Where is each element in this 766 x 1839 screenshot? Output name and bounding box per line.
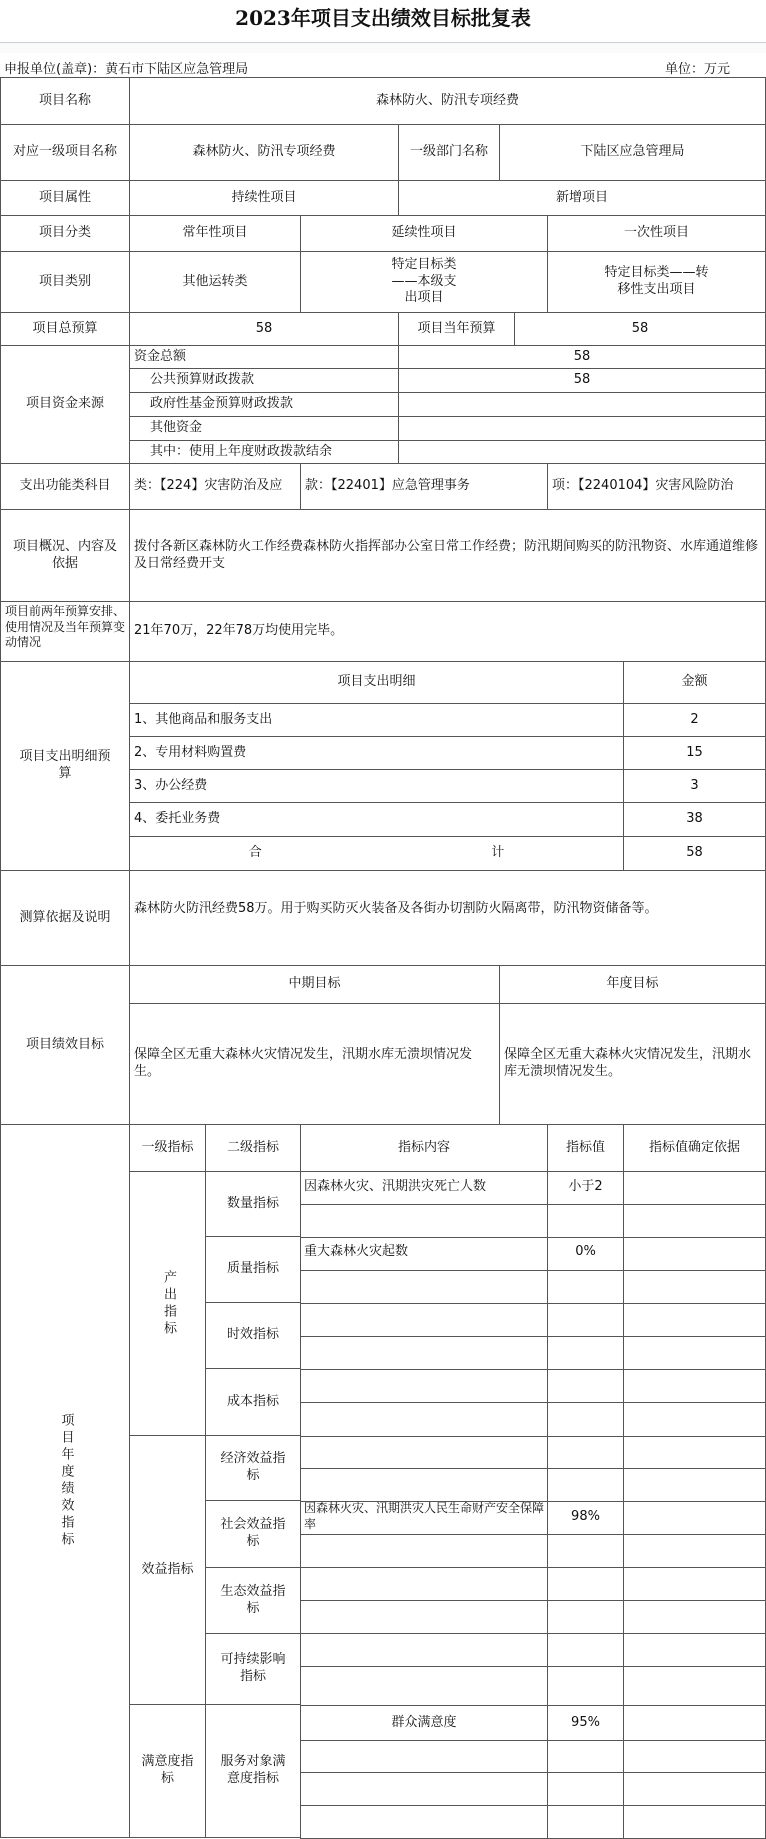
type-specific-local: 特定目标类——本级支出项目 [300, 251, 548, 313]
indicator-cell [623, 1805, 766, 1839]
indicator-cell [300, 1336, 548, 1370]
indicator-cell [547, 1600, 624, 1634]
indicator-value: 98% [571, 1508, 600, 1524]
indicator-cell [300, 1772, 548, 1806]
total-budget-value: 58 [129, 312, 399, 346]
year-budget-value: 58 [514, 312, 766, 346]
detail-total-label-b: 计 [491, 845, 505, 861]
indicator-value: 小于2 [568, 1179, 603, 1195]
indicator-cell [300, 1402, 548, 1437]
indicator-cell [623, 1402, 766, 1437]
indicators-label-text: 项目年度绩效指标 [58, 1413, 74, 1549]
indicator-cell [300, 1666, 548, 1706]
indicator-cell [300, 1468, 548, 1502]
indicator-cell [623, 1567, 766, 1601]
detail-row-amount: 2 [623, 703, 766, 737]
quality-indicator: 质量指标 [205, 1236, 301, 1303]
attribute-new: 新增项目 [398, 180, 766, 216]
indicator-cell [547, 1534, 624, 1568]
indicator-cell [300, 1567, 548, 1601]
funding-row-name: 资金总额 [129, 345, 399, 369]
attribute-continuous: 持续性项目 [129, 180, 399, 216]
indicator-cell [623, 1740, 766, 1773]
detail-total-amount: 58 [623, 836, 766, 871]
unit-label: 单位：万元 [664, 62, 730, 77]
quantity-indicator: 数量指标 [205, 1171, 301, 1237]
level1-project-label: 对应一级项目名称 [0, 124, 130, 181]
indicator-cell [300, 1740, 548, 1773]
page-title: 2023年项目支出绩效目标批复表 [235, 6, 531, 30]
detail-row-name: 3、办公经费 [129, 769, 624, 803]
detail-row-amount: 15 [623, 736, 766, 770]
funding-row-value [398, 416, 766, 441]
indicator-cell [300, 1600, 548, 1634]
function-subject-label: 支出功能类科目 [0, 463, 130, 510]
service-satisfaction-indicator: 服务对象满意度指标 [205, 1704, 301, 1838]
indicator-value: 0% [575, 1244, 596, 1260]
indicator-cell [547, 1567, 624, 1601]
funding-row-value [398, 392, 766, 417]
perf-goal-mid-label: 中期目标 [129, 965, 500, 1004]
project-name-label: 项目名称 [0, 77, 130, 125]
indicator-content: 因森林火灾、汛期洪灾人民生命财产安全保障率 [304, 1501, 545, 1531]
category-onetime: 一次性项目 [547, 215, 766, 252]
indicators-col-l2: 二级指标 [205, 1124, 301, 1172]
indicator-cell [300, 1436, 548, 1469]
overview-label: 项目概况、内容及依据 [0, 509, 130, 602]
indicator-cell [623, 1436, 766, 1469]
reporting-unit: 申报单位(盖章)：黄石市下陆区应急管理局 [4, 62, 249, 77]
header-band [0, 42, 766, 53]
detail-row-name: 1、其他商品和服务支出 [129, 703, 624, 737]
indicator-cell [623, 1600, 766, 1634]
indicator-cell [623, 1501, 766, 1535]
funding-row-value [398, 440, 766, 464]
indicator-cell [547, 1436, 624, 1469]
indicator-cell [300, 1369, 548, 1403]
indicator-cell [623, 1204, 766, 1238]
indicators-col-value: 指标值 [547, 1124, 624, 1172]
indicator-cell [547, 1303, 624, 1337]
funding-row-value: 58 [398, 368, 766, 393]
indicator-cell [623, 1369, 766, 1403]
indicator-cell [547, 1402, 624, 1437]
indicator-cell [623, 1237, 766, 1271]
indicator-content: 重大森林火灾起数 [304, 1244, 409, 1260]
funding-row-name: 政府性基金预算财政拨款 [129, 392, 399, 417]
indicator-cell [623, 1468, 766, 1502]
level1-dept-label: 一级部门名称 [398, 124, 500, 181]
indicator-cell [547, 1270, 624, 1304]
benefit-indicator-label: 效益指标 [129, 1435, 206, 1705]
indicator-cell [547, 1468, 624, 1502]
indicator-cell [300, 1270, 548, 1304]
indicator-cell [623, 1171, 766, 1205]
output-indicator-text: 产出指标 [160, 1269, 176, 1338]
type-other: 其他运转类 [129, 251, 301, 313]
indicator-content: 群众满意度 [391, 1714, 457, 1730]
detail-label: 项目支出明细预算 [0, 661, 130, 871]
indicator-cell [300, 1303, 548, 1337]
funding-row-name: 其他资金 [129, 416, 399, 441]
indicators-col-basis: 指标值确定依据 [623, 1124, 766, 1172]
indicator-cell [300, 1534, 548, 1568]
indicators-label [0, 1124, 130, 1838]
category-extended: 延续性项目 [300, 215, 548, 252]
detail-total-label [129, 836, 624, 871]
indicator-cell [547, 1666, 624, 1706]
indicator-cell [300, 1204, 548, 1238]
economic-indicator: 经济效益指标 [205, 1435, 301, 1501]
indicator-cell [623, 1336, 766, 1370]
attribute-label: 项目属性 [0, 180, 130, 216]
category-regular: 常年性项目 [129, 215, 301, 252]
category-label: 项目分类 [0, 215, 130, 252]
indicator-cell [547, 1633, 624, 1667]
indicator-cell [547, 1369, 624, 1403]
perf-goal-label: 项目绩效目标 [0, 965, 130, 1125]
detail-row-amount: 3 [623, 769, 766, 803]
funding-row-value: 58 [398, 345, 766, 369]
perf-goal-year-label: 年度目标 [499, 965, 766, 1004]
satisfaction-indicator-label: 满意度指标 [129, 1704, 206, 1838]
project-name-value: 森林防火、防汛专项经费 [129, 77, 766, 125]
detail-total-label-a: 合 [248, 845, 262, 861]
indicator-cell [623, 1705, 766, 1741]
function-subject-class: 类：【224】灾害防治及应 [129, 463, 301, 510]
output-indicator-label [129, 1171, 206, 1436]
indicator-content: 因森林火灾、汛期洪灾死亡人数 [304, 1179, 487, 1195]
social-indicator: 社会效益指标 [205, 1500, 301, 1568]
sustainable-indicator: 可持续影响指标 [205, 1633, 301, 1705]
funding-row-name: 其中：使用上年度财政拨款结余 [129, 440, 399, 464]
indicator-cell [547, 1772, 624, 1806]
detail-col-amount: 金额 [623, 661, 766, 704]
year-budget-label: 项目当年预算 [398, 312, 515, 346]
overview-text: 拨付各新区森林防火工作经费森林防火指挥部办公室日常工作经费；防汛期间购买的防汛物资、水库通道维修及日常经费开支 [129, 509, 766, 602]
funding-row-name: 公共预算财政拨款 [129, 368, 399, 393]
indicator-value: 95% [571, 1714, 600, 1730]
indicator-cell [623, 1633, 766, 1667]
indicator-cell [623, 1772, 766, 1806]
indicator-cell [547, 1204, 624, 1238]
level1-dept-value: 下陆区应急管理局 [499, 124, 766, 181]
prior-text: 21年70万，22年78万均使用完毕。 [129, 601, 766, 662]
indicator-cell [300, 1633, 548, 1667]
indicator-cell [623, 1666, 766, 1706]
function-subject-item: 项：【2240104】灾害风险防治 [547, 463, 766, 510]
total-budget-label: 项目总预算 [0, 312, 130, 346]
ecological-indicator: 生态效益指标 [205, 1567, 301, 1634]
detail-col-item: 项目支出明细 [129, 661, 624, 704]
calc-label: 测算依据及说明 [0, 870, 130, 966]
function-subject-section: 款：【22401】应急管理事务 [300, 463, 548, 510]
detail-row-name: 4、委托业务费 [129, 802, 624, 837]
indicator-cell [547, 1336, 624, 1370]
indicator-cell [623, 1534, 766, 1568]
prior-label: 项目前两年预算安排、使用情况及当年预算变动情况 [0, 601, 130, 662]
calc-text: 森林防火防汛经费58万。用于购买防灭火装备及各街办切割防火隔离带，防汛物资储备等。 [129, 870, 766, 966]
funding-label: 项目资金来源 [0, 345, 130, 464]
indicator-cell [547, 1740, 624, 1773]
indicator-cell [623, 1303, 766, 1337]
indicators-col-l1: 一级指标 [129, 1124, 206, 1172]
type-label: 项目类别 [0, 251, 130, 313]
cost-indicator: 成本指标 [205, 1368, 301, 1436]
indicator-cell [623, 1270, 766, 1304]
detail-row-amount: 38 [623, 802, 766, 837]
timeliness-indicator: 时效指标 [205, 1302, 301, 1369]
indicators-col-content: 指标内容 [300, 1124, 548, 1172]
perf-goal-year-text: 保障全区无重大森林火灾情况发生，汛期水库无溃坝情况发生。 [499, 1003, 766, 1125]
indicator-cell [300, 1805, 548, 1839]
level1-project-value: 森林防火、防汛专项经费 [129, 124, 399, 181]
detail-row-name: 2、专用材料购置费 [129, 736, 624, 770]
perf-goal-mid-text: 保障全区无重大森林火灾情况发生，汛期水库无溃坝情况发生。 [129, 1003, 500, 1125]
indicator-cell [547, 1805, 624, 1839]
type-specific-transfer: 特定目标类——转移性支出项目 [547, 251, 766, 313]
